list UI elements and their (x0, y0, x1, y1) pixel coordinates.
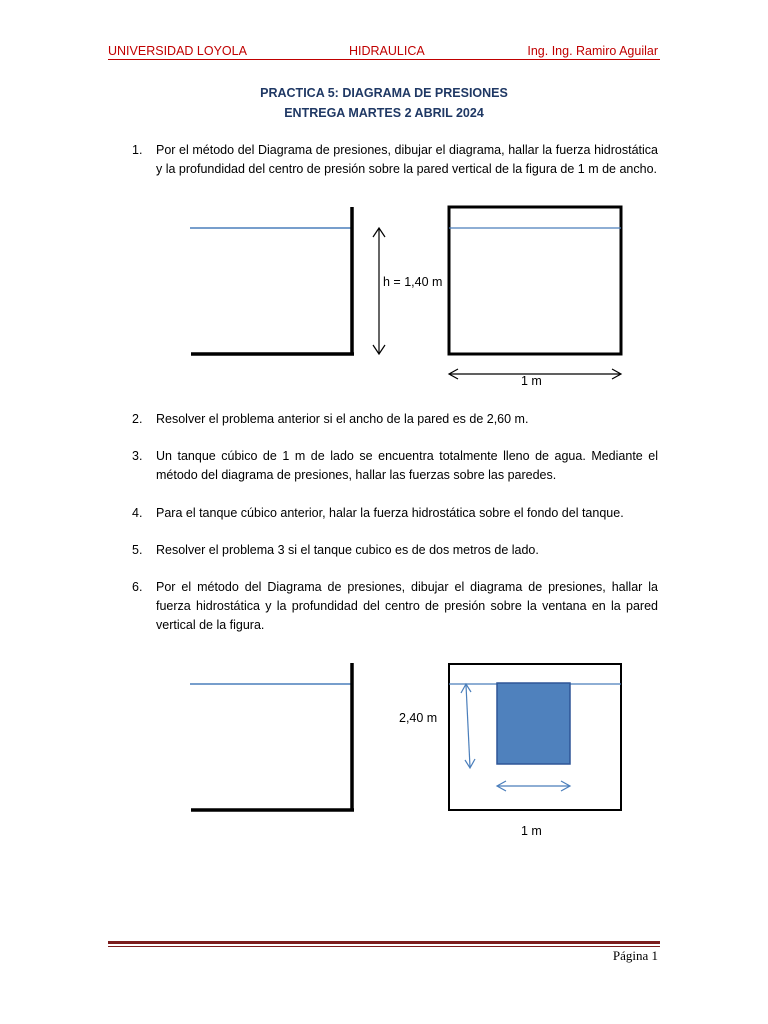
problem-text: Resolver el problema 3 si el tanque cubico es de dos metros de lado. (156, 543, 539, 557)
problem-number: 2. (132, 412, 143, 426)
footer-rule-thin (108, 946, 660, 947)
problem-text: Un tanque cúbico de 1 m de lado se encuentra totalmente lleno de agua. Mediante el método del diagrama de presiones, hallar las fuerzas sobre las paredes. (156, 449, 658, 482)
problem-number: 1. (132, 143, 143, 157)
width-label: 1 m (521, 374, 542, 388)
window-rect (497, 683, 570, 764)
due-date: ENTREGA MARTES 2 ABRIL 2024 (284, 106, 484, 120)
wall-outline (449, 207, 621, 354)
problem-number: 5. (132, 543, 143, 557)
window-height-arrow (461, 684, 475, 768)
wall-front-view-2 (449, 664, 621, 810)
height-dimension-arrow (373, 228, 385, 354)
problem-text: Por el método del Diagrama de presiones, dibujar el diagrama de presiones, hallar la fuerza hidrostática y la profundidad del centro de presión sobre la ventana en la pared vertical de la figura. (156, 580, 658, 632)
problem-number: 4. (132, 506, 143, 520)
page-number: Página 1 (612, 948, 658, 963)
wall-front-view-1 (449, 207, 621, 354)
footer-rule-thick (108, 941, 660, 944)
wall-diagram-1 (190, 207, 354, 355)
header-instructor: Ing. Ing. Ramiro Aguilar (527, 44, 658, 58)
problem-text: Por el método del Diagrama de presiones, dibujar el diagrama, hallar la fuerza hidrostática y la profundidad del centro de presión sobre la pared vertical de la figura de 1 m de ancho. (156, 143, 658, 176)
practice-title: PRACTICA 5: DIAGRAMA DE PRESIONES (260, 86, 508, 100)
window-width-label: 1 m (521, 824, 542, 838)
problem-text: Resolver el problema anterior si el ancho de la pared es de 2,60 m. (156, 412, 529, 426)
wall-diagram-2 (190, 663, 354, 811)
window-width-arrow (497, 781, 570, 791)
problem-text: Para el tanque cúbico anterior, halar la fuerza hidrostática sobre el fondo del tanque. (156, 506, 624, 520)
problem-number: 6. (132, 580, 143, 594)
window-height-label: 2,40 m (399, 711, 438, 725)
header-institution: UNIVERSIDAD LOYOLA (108, 44, 247, 58)
problem-number: 3. (132, 449, 143, 463)
header-course: HIDRAULICA (349, 44, 425, 58)
height-label: h = 1,40 m (383, 275, 443, 289)
